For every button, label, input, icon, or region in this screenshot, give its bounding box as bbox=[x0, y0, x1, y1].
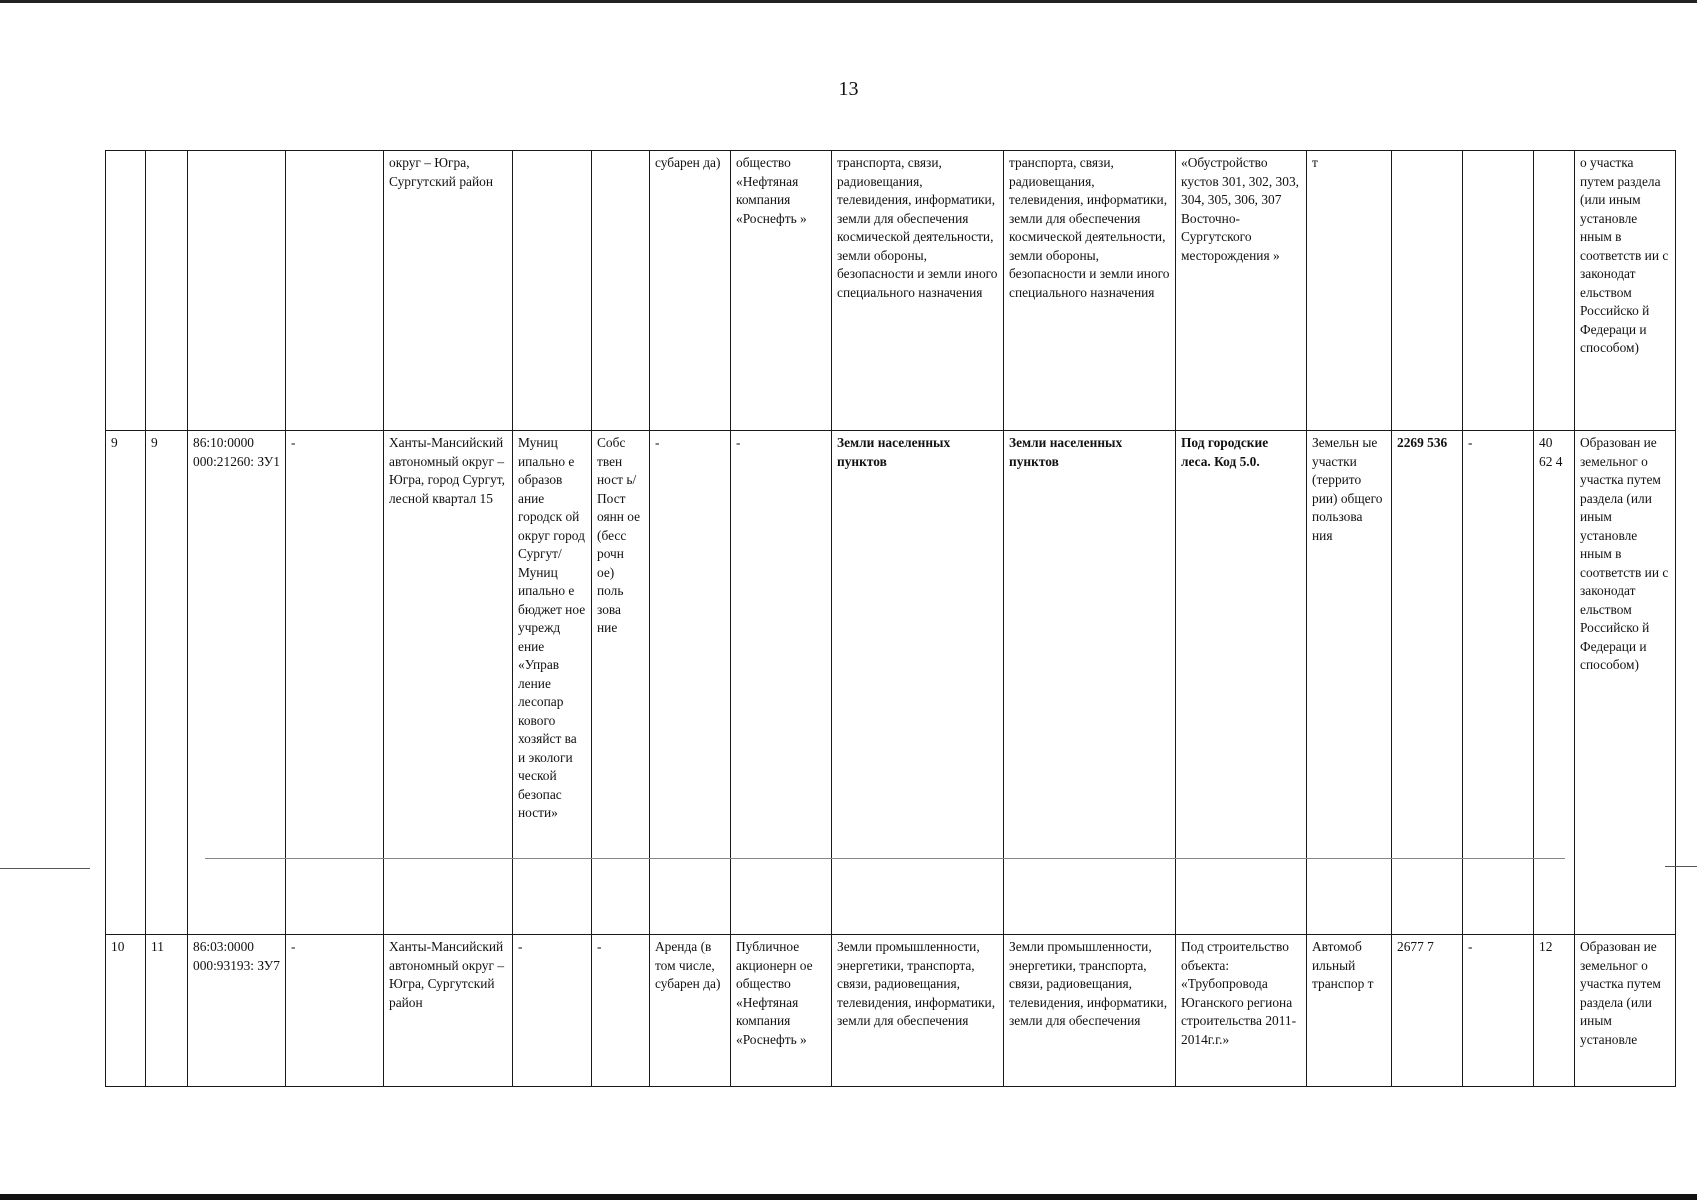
cell-zone-use: Автомоб ильный транспор т bbox=[1307, 935, 1392, 1087]
scan-artifact-line bbox=[1665, 866, 1697, 867]
cell-col4: - bbox=[286, 935, 384, 1087]
cell-area: 2677 7 bbox=[1392, 935, 1463, 1087]
cell-location: Ханты-Мансийский автономный округ – Югра, Сургутский район bbox=[384, 935, 513, 1087]
cell-col16: 40 62 4 bbox=[1534, 431, 1575, 935]
scan-bottom-edge bbox=[0, 1194, 1697, 1200]
cell-encumbrance: субарен да) bbox=[650, 151, 731, 431]
cell-col4 bbox=[286, 151, 384, 431]
cell-zone-use: Земельн ые участки (террито рии) общего пользова ния bbox=[1307, 431, 1392, 935]
cell-cadastral: 86:10:0000 000:21260: ЗУ1 bbox=[188, 431, 286, 935]
cell-cadastral bbox=[188, 151, 286, 431]
scan-top-edge bbox=[0, 0, 1697, 3]
cell-encumbrance-holder: Публичное акционерн ое общество «Нефтяная компания «Роснефть » bbox=[731, 935, 832, 1087]
cell-num-a bbox=[106, 151, 146, 431]
cell-encumbrance-holder: - bbox=[731, 431, 832, 935]
cell-holder bbox=[513, 151, 592, 431]
cell-col4: - bbox=[286, 431, 384, 935]
land-plots-table bbox=[105, 150, 1676, 1087]
cell-right-type: - bbox=[592, 935, 650, 1087]
cell-location: Ханты-Мансийский автономный округ – Югра, город Сургут, лесной квартал 15 bbox=[384, 431, 513, 935]
cell-encumbrance-holder: общество «Нефтяная компания «Роснефть » bbox=[731, 151, 832, 431]
cell-formation-method: Образован ие земельног о участка путем раздела (или иным установле нным в соответств ии с законодат ельством Российско й Федераци и способом) bbox=[1575, 431, 1676, 935]
cell-cadastral: 86:03:0000 000:93193: ЗУ7 bbox=[188, 935, 286, 1087]
cell-permitted-use: Под городские леса. Код 5.0. bbox=[1176, 431, 1307, 935]
cell-formation-method: Образован ие земельног о участка путем раздела (или иным установле bbox=[1575, 935, 1676, 1087]
page-number: 13 bbox=[838, 78, 859, 100]
scan-artifact-line bbox=[0, 868, 90, 869]
scan-artifact-line bbox=[205, 858, 1565, 859]
cell-col15: - bbox=[1463, 935, 1534, 1087]
cell-permitted-use: Под строительство объекта: «Трубопровода Юганского региона строительства 2011-2014г.г.» bbox=[1176, 935, 1307, 1087]
cell-right-type: Собс твен ност ь/ Пост оянн ое (бесс рочн ое) поль зова ние bbox=[592, 431, 650, 935]
cell-zone-use: т bbox=[1307, 151, 1392, 431]
cell-col15 bbox=[1463, 151, 1534, 431]
cell-col16 bbox=[1534, 151, 1575, 431]
cell-right-type bbox=[592, 151, 650, 431]
cell-area bbox=[1392, 151, 1463, 431]
cell-formation-method: о участка путем раздела (или иным установле нным в соответств ии с законодат ельством Российско й Федераци и способом) bbox=[1575, 151, 1676, 431]
cell-category-source: транспорта, связи, радиовещания, телевидения, информатики, земли для обеспечения космической деятельности, земли обороны, безопасности и земли иного специального назначения bbox=[832, 151, 1004, 431]
cell-permitted-use: «Обустройство кустов 301, 302, 303, 304, 305, 306, 307 Восточно-Сургутского месторождения » bbox=[1176, 151, 1307, 431]
cell-col16: 12 bbox=[1534, 935, 1575, 1087]
cell-location: округ – Югра, Сургутский район bbox=[384, 151, 513, 431]
cell-category-source: Земли промышленности, энергетики, транспорта, связи, радиовещания, телевидения, информатики, земли для обеспечения bbox=[832, 935, 1004, 1087]
cell-holder: - bbox=[513, 935, 592, 1087]
cell-num-b bbox=[146, 151, 188, 431]
cell-num-a: 9 bbox=[106, 431, 146, 935]
cell-category-target: транспорта, связи, радиовещания, телевидения, информатики, земли для обеспечения космической деятельности, земли обороны, безопасности и земли иного специального назначения bbox=[1004, 151, 1176, 431]
cell-num-a: 10 bbox=[106, 935, 146, 1087]
cell-category-target: Земли промышленности, энергетики, транспорта, связи, радиовещания, телевидения, информатики, земли для обеспечения bbox=[1004, 935, 1176, 1087]
table-row bbox=[106, 151, 1676, 431]
cell-holder: Муниц ипально е образов ание городск ой округ город Сургут/ Муниц ипально е бюджет ное учрежд ение «Управ ление лесопар кового хозяйст ва и экологи ческой безопас ности» bbox=[513, 431, 592, 935]
cell-encumbrance: - bbox=[650, 431, 731, 935]
cell-area: 2269 536 bbox=[1392, 431, 1463, 935]
cell-encumbrance: Аренда (в том числе, субарен да) bbox=[650, 935, 731, 1087]
cell-col15: - bbox=[1463, 431, 1534, 935]
cell-category-target: Земли населенных пунктов bbox=[1004, 431, 1176, 935]
cell-num-b: 9 bbox=[146, 431, 188, 935]
table-row bbox=[106, 935, 1676, 1087]
cell-category-source: Земли населенных пунктов bbox=[832, 431, 1004, 935]
cell-num-b: 11 bbox=[146, 935, 188, 1087]
